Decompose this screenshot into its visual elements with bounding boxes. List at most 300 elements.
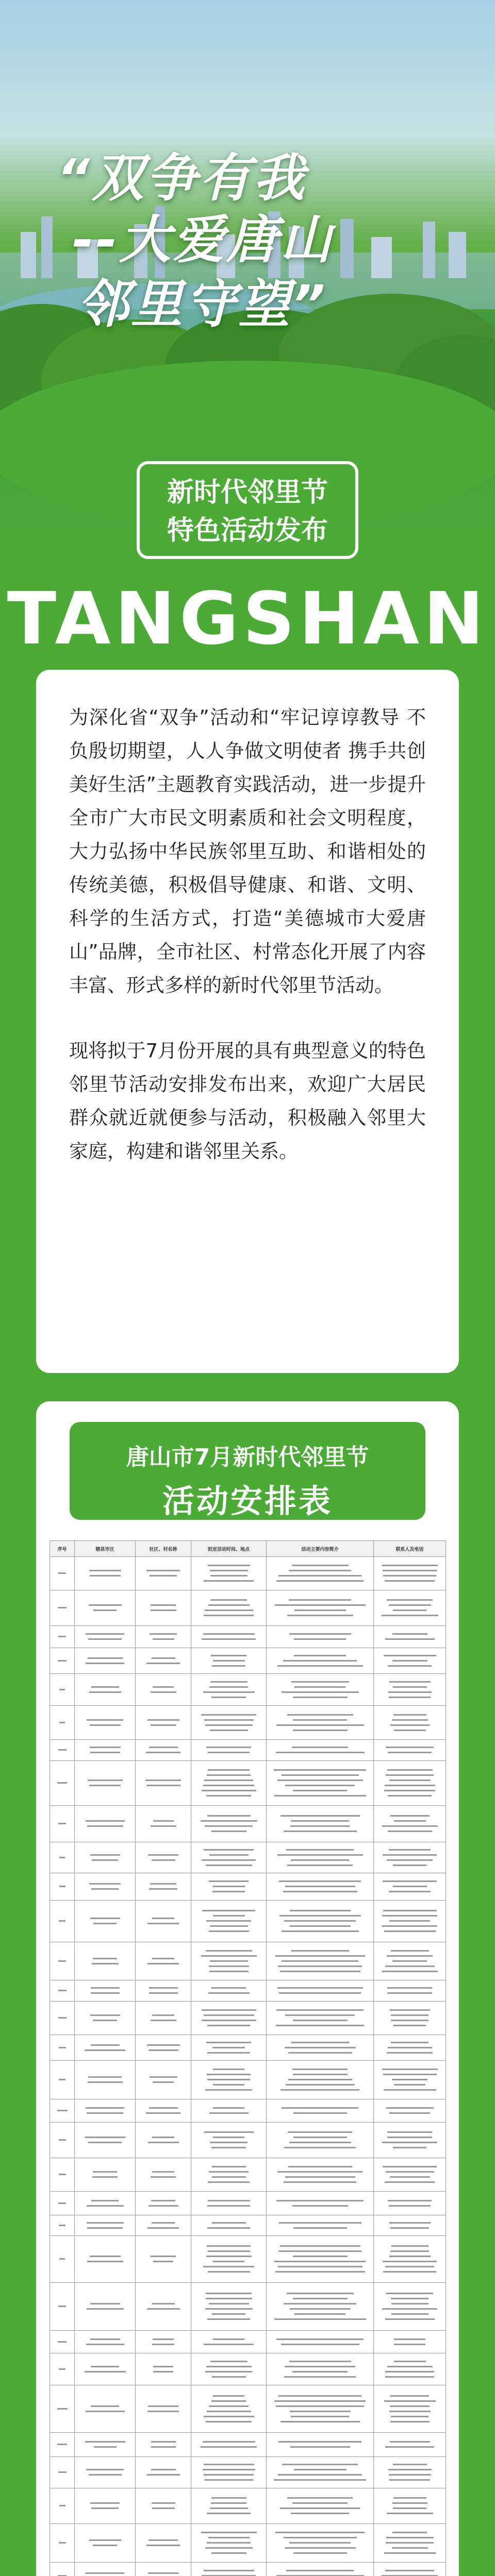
schedule-cell (267, 2488, 374, 2524)
schedule-row (50, 2035, 446, 2061)
schedule-cell (267, 1674, 374, 1706)
text-line-placeholder (393, 1865, 426, 1866)
schedule-cell (75, 2457, 136, 2488)
text-line-placeholder (207, 1774, 251, 1776)
text-line-placeholder (152, 2222, 175, 2224)
text-line-placeholder (282, 2107, 358, 2109)
text-line-placeholder (89, 1570, 121, 1571)
text-line-placeholder (202, 1910, 255, 1911)
text-line-placeholder (207, 2079, 250, 2080)
text-line-placeholder (151, 2256, 176, 2257)
text-line-placeholder (391, 2313, 428, 2315)
text-line-placeholder (151, 1609, 176, 1611)
text-line-placeholder (146, 2545, 180, 2546)
schedule-cell (374, 1740, 446, 1761)
schedule-cell (136, 2158, 191, 2192)
schedule-cell (75, 1761, 136, 1806)
schedule-cell (75, 2158, 136, 2192)
schedule-cell (374, 1942, 446, 1980)
text-line-placeholder (274, 2400, 366, 2402)
text-line-placeholder (274, 1769, 366, 1771)
text-line-placeholder (85, 2371, 126, 2372)
text-line-placeholder (58, 1636, 66, 1637)
text-line-placeholder (385, 2266, 434, 2267)
text-line-placeholder (91, 1686, 119, 1688)
text-line-placeholder (393, 2464, 427, 2465)
text-line-placeholder (204, 2570, 254, 2571)
text-line-placeholder (294, 2469, 346, 2470)
text-line-placeholder (386, 2171, 434, 2173)
schedule-row (50, 1674, 446, 1706)
schedule-cell (50, 1806, 75, 1842)
text-line-placeholder (276, 2338, 364, 2340)
text-line-placeholder (86, 2411, 125, 2412)
text-line-placeholder (278, 1965, 362, 1967)
text-line-placeholder (285, 1785, 355, 1786)
text-line-placeholder (57, 1782, 67, 1784)
text-line-placeholder (285, 2547, 356, 2549)
text-line-placeholder (276, 1752, 365, 1753)
text-line-placeholder (386, 2542, 434, 2544)
schedule-cell (374, 1590, 446, 1626)
schedule-cell (191, 1648, 267, 1674)
text-line-placeholder (385, 2446, 434, 2448)
text-line-placeholder (387, 1987, 432, 1989)
text-line-placeholder (388, 1691, 432, 1693)
text-line-placeholder (93, 2020, 117, 2021)
schedule-cell (136, 1590, 191, 1626)
text-line-placeholder (91, 1888, 119, 1890)
schedule-cell (50, 1590, 75, 1626)
schedule-cell (136, 1873, 191, 1901)
text-line-placeholder (58, 2341, 67, 2343)
text-line-placeholder (388, 1665, 432, 1667)
schedule-cell (191, 2433, 267, 2457)
text-line-placeholder (384, 1655, 436, 1656)
text-line-placeholder (206, 2042, 251, 2043)
text-line-placeholder (90, 2256, 121, 2257)
text-line-placeholder (391, 2014, 428, 2016)
schedule-row (50, 2385, 446, 2433)
intro-paragraph-1: 为深化省“双争”活动和“牢记谆谆教导 不负殷切期望，人人争做文明使者 携手共创美好生活”主题教育实践活动，进一步提升全市广大市民文明素质和社会文明程度，大力弘扬中华民族邻里互助、和谐相处的传统美德，积极倡导健康、和谐、文明、科学的生活方式，打造“美德城市大爱唐山”品牌，全市社区、村常态化开展了内容丰富、形式多样的新时代邻里节活动。 (69, 706, 426, 996)
text-line-placeholder (91, 2405, 119, 2407)
text-line-placeholder (391, 2303, 428, 2304)
text-line-placeholder (275, 2271, 365, 2273)
schedule-cell (267, 2099, 374, 2123)
text-line-placeholder (59, 1689, 65, 1690)
text-line-placeholder (213, 2338, 244, 2340)
text-line-placeholder (286, 1849, 354, 1851)
text-line-placeholder (384, 2552, 436, 2554)
text-line-placeholder (292, 1747, 348, 1748)
schedule-cell (50, 1674, 75, 1706)
text-line-placeholder (89, 2539, 121, 2541)
schedule-cell (267, 2061, 374, 2099)
text-line-placeholder (209, 2112, 249, 2114)
schedule-cell (374, 2158, 446, 2192)
text-line-placeholder (287, 2497, 353, 2499)
schedule-row (50, 2099, 446, 2123)
schedule-cell (50, 2123, 75, 2158)
schedule-cell (75, 1901, 136, 1942)
text-line-placeholder (394, 1820, 426, 1822)
schedule-row (50, 1626, 446, 1648)
text-line-placeholder (292, 2069, 348, 2070)
schedule-row (50, 2524, 446, 2563)
text-line-placeholder (388, 1795, 432, 1797)
text-line-placeholder (59, 2139, 66, 2141)
text-line-placeholder (86, 2572, 124, 2574)
schedule-row (50, 1761, 446, 1806)
hero-banner (0, 0, 495, 536)
text-line-placeholder (277, 1665, 363, 1667)
text-line-placeholder (289, 2142, 351, 2143)
text-line-placeholder (280, 2421, 360, 2422)
text-line-placeholder (59, 2174, 66, 2175)
text-line-placeholder (389, 1780, 431, 1781)
schedule-cell (267, 2236, 374, 2283)
schedule-cell (50, 1648, 75, 1674)
text-line-placeholder (386, 2107, 434, 2109)
text-line-placeholder (91, 1992, 120, 1994)
text-line-placeholder (386, 1774, 434, 1776)
schedule-cell (267, 2123, 374, 2158)
schedule-cell (267, 2457, 374, 2488)
schedule-row (50, 1706, 446, 1740)
text-line-placeholder (207, 2227, 250, 2229)
schedule-cell (191, 1674, 267, 1706)
text-line-placeholder (391, 2042, 428, 2043)
schedule-cell (267, 2385, 374, 2433)
text-line-placeholder (86, 1820, 125, 1822)
schedule-cell (136, 1942, 191, 1980)
text-line-placeholder (153, 2338, 174, 2340)
text-line-placeholder (58, 2471, 67, 2473)
text-line-placeholder (289, 2361, 351, 2362)
text-line-placeholder (59, 2258, 65, 2260)
text-line-placeholder (206, 2366, 252, 2367)
schedule-cell (267, 2563, 374, 2576)
schedule-cell (191, 1706, 267, 1740)
schedule-cell (136, 2524, 191, 2563)
schedule-cell (374, 2215, 446, 2236)
text-line-placeholder (57, 2408, 68, 2410)
text-line-placeholder (203, 1785, 254, 1786)
text-line-placeholder (210, 1960, 248, 1962)
schedule-cell (50, 2061, 75, 2099)
text-line-placeholder (148, 2405, 178, 2407)
schedule-row (50, 2331, 446, 2353)
schedule-cell (374, 2002, 446, 2035)
schedule-title-box (70, 1422, 425, 1520)
text-line-placeholder (279, 2222, 361, 2224)
text-line-placeholder (90, 2338, 120, 2340)
text-line-placeholder (86, 1663, 124, 1664)
text-line-placeholder (146, 1752, 180, 1753)
text-line-placeholder (293, 1697, 348, 1698)
schedule-cell (50, 1942, 75, 1980)
text-line-placeholder (87, 2308, 124, 2310)
text-line-placeholder (382, 1825, 438, 1827)
text-line-placeholder (146, 1570, 180, 1571)
text-line-placeholder (87, 2222, 124, 2224)
text-line-placeholder (58, 1960, 66, 1962)
text-line-placeholder (212, 2176, 246, 2178)
text-line-placeholder (213, 2261, 244, 2262)
text-line-placeholder (148, 2142, 179, 2143)
text-line-placeholder (389, 2479, 430, 2481)
text-line-placeholder (276, 2405, 364, 2407)
text-line-placeholder (392, 1719, 428, 1721)
text-line-placeholder (151, 1825, 176, 1827)
header-district: 辖县市区 (75, 1541, 136, 1557)
text-line-placeholder (390, 2176, 430, 2178)
text-line-placeholder (211, 1987, 246, 1989)
text-line-placeholder (212, 1665, 245, 1667)
schedule-row (50, 2215, 446, 2236)
text-line-placeholder (211, 2502, 246, 2504)
text-line-placeholder (149, 1747, 178, 1748)
text-line-placeholder (204, 1780, 253, 1781)
schedule-cell (75, 1942, 136, 1980)
text-line-placeholder (287, 2293, 354, 2294)
text-line-placeholder (90, 1747, 121, 1748)
text-line-placeholder (59, 2505, 65, 2506)
text-line-placeholder (207, 2513, 251, 2514)
text-line-placeholder (291, 1681, 349, 1683)
text-line-placeholder (389, 2112, 430, 2114)
text-line-placeholder (382, 2308, 437, 2310)
text-line-placeholder (153, 1638, 174, 1640)
schedule-cell (267, 2331, 374, 2353)
text-line-placeholder (209, 1880, 249, 1882)
text-line-placeholder (293, 2020, 348, 2021)
schedule-cell (50, 1761, 75, 1806)
text-line-placeholder (92, 1859, 118, 1861)
text-line-placeholder (208, 2537, 250, 2538)
text-line-placeholder (86, 2469, 124, 2470)
schedule-cell (374, 2192, 446, 2215)
schedule-cell (374, 1557, 446, 1590)
text-line-placeholder (89, 1883, 121, 1885)
text-line-placeholder (90, 2014, 120, 2016)
schedule-cell (75, 1674, 136, 1706)
text-line-placeholder (212, 2222, 246, 2224)
text-line-placeholder (152, 2502, 175, 2504)
text-line-placeholder (284, 2303, 356, 2304)
text-line-placeholder (151, 2446, 176, 2448)
text-line-placeholder (59, 2079, 65, 2080)
text-line-placeholder (290, 1825, 350, 1827)
text-line-placeholder (207, 2074, 251, 2075)
text-line-placeholder (58, 1823, 66, 1824)
text-line-placeholder (387, 1955, 433, 1957)
schedule-cell (191, 1942, 267, 1980)
schedule-cell (50, 2331, 75, 2353)
text-line-placeholder (382, 1915, 437, 1917)
text-line-placeholder (392, 2502, 427, 2504)
schedule-cell (191, 1806, 267, 1842)
schedule-cell (136, 2215, 191, 2236)
schedule-cell (75, 1626, 136, 1648)
schedule-cell (267, 2192, 374, 2215)
schedule-cell (50, 2433, 75, 2457)
text-line-placeholder (282, 1774, 359, 1776)
text-line-placeholder (394, 2361, 426, 2362)
text-line-placeholder (205, 1724, 253, 1726)
text-line-placeholder (205, 2479, 253, 2481)
schedule-cell (75, 2002, 136, 2035)
text-line-placeholder (150, 1633, 177, 1635)
text-line-placeholder (382, 1925, 437, 1927)
text-line-placeholder (213, 2395, 244, 2397)
text-line-placeholder (394, 1730, 426, 1731)
schedule-cell (50, 2524, 75, 2563)
text-line-placeholder (387, 2052, 433, 2054)
schedule-cell (374, 2099, 446, 2123)
text-line-placeholder (207, 2205, 250, 2207)
text-line-placeholder (204, 2131, 254, 2133)
text-line-placeholder (208, 1752, 250, 1753)
schedule-cell (267, 2158, 374, 2192)
text-line-placeholder (202, 2020, 256, 2021)
text-line-placeholder (292, 1565, 349, 1566)
text-line-placeholder (384, 1930, 436, 1932)
text-line-placeholder (212, 1891, 245, 1892)
schedule-cell (136, 1648, 191, 1674)
schedule-row (50, 1942, 446, 1980)
text-line-placeholder (211, 2147, 246, 2148)
text-line-placeholder (210, 2142, 248, 2143)
text-line-placeholder (148, 2205, 178, 2207)
schedule-cell (374, 1674, 446, 1706)
schedule-cell (191, 2215, 267, 2236)
text-line-placeholder (287, 1615, 353, 1616)
schedule-cell (50, 2353, 75, 2385)
schedule-cell (374, 1706, 446, 1740)
text-line-placeholder (59, 1722, 65, 1723)
text-line-placeholder (58, 1749, 67, 1751)
schedule-row (50, 1740, 446, 1761)
text-line-placeholder (274, 2479, 366, 2481)
text-line-placeholder (58, 1660, 67, 1662)
text-line-placeholder (289, 1570, 351, 1571)
text-line-placeholder (151, 2200, 175, 2201)
schedule-cell (136, 2283, 191, 2331)
text-line-placeholder (207, 2318, 250, 2320)
text-line-placeholder (59, 2542, 66, 2544)
text-line-placeholder (387, 1859, 433, 1861)
schedule-cell (50, 2002, 75, 2035)
text-line-placeholder (280, 2245, 360, 2247)
text-line-placeholder (390, 2405, 430, 2407)
text-line-placeholder (152, 1859, 175, 1861)
schedule-cell (374, 2123, 446, 2158)
text-line-placeholder (210, 2507, 248, 2509)
text-line-placeholder (202, 1790, 256, 1791)
text-line-placeholder (211, 2497, 246, 2499)
schedule-cell (191, 2457, 267, 2488)
text-line-placeholder (290, 2308, 351, 2310)
schedule-cell (191, 1873, 267, 1901)
text-line-placeholder (278, 2266, 362, 2267)
schedule-cell (191, 2061, 267, 2099)
schedule-row (50, 2002, 446, 2035)
schedule-cell (191, 1842, 267, 1873)
schedule-cell (191, 1626, 267, 1648)
text-line-placeholder (390, 2009, 430, 2011)
schedule-cell (374, 2061, 446, 2099)
schedule-cell (75, 2331, 136, 2353)
schedule-cell (191, 1980, 267, 2002)
text-line-placeholder (85, 2441, 125, 2443)
schedule-cell (136, 1806, 191, 1842)
text-line-placeholder (389, 1849, 431, 1851)
text-line-placeholder (58, 2306, 66, 2307)
text-line-placeholder (293, 2227, 347, 2229)
schedule-cell (136, 2002, 191, 2035)
text-line-placeholder (291, 1950, 349, 1952)
schedule-cell (191, 2353, 267, 2385)
text-line-placeholder (91, 2366, 119, 2367)
text-line-placeholder (277, 1780, 363, 1781)
schedule-cell (374, 1648, 446, 1674)
text-line-placeholder (388, 1831, 432, 1832)
text-line-placeholder (58, 2202, 66, 2204)
text-line-placeholder (205, 2547, 253, 2549)
schedule-cell (136, 1706, 191, 1740)
text-line-placeholder (390, 2250, 429, 2252)
text-line-placeholder (293, 2137, 347, 2138)
text-line-placeholder (276, 2200, 364, 2201)
text-line-placeholder (151, 2469, 176, 2470)
schedule-cell (191, 2123, 267, 2158)
schedule-cell (50, 2035, 75, 2061)
text-line-placeholder (88, 1638, 122, 1640)
schedule-cell (136, 2099, 191, 2123)
text-line-placeholder (212, 2047, 245, 2048)
text-line-placeholder (293, 1730, 348, 1731)
text-line-placeholder (385, 1965, 435, 1967)
text-line-placeholder (208, 2250, 250, 2252)
schedule-cell (136, 2457, 191, 2488)
schedule-cell (191, 2524, 267, 2563)
text-line-placeholder (93, 1958, 117, 1959)
schedule-cell (50, 1626, 75, 1648)
text-line-placeholder (290, 2446, 350, 2448)
text-line-placeholder (387, 1769, 433, 1771)
text-line-placeholder (387, 2137, 432, 2138)
schedule-row (50, 2061, 446, 2099)
schedule-row (50, 1806, 446, 1842)
text-line-placeholder (389, 2205, 431, 2207)
text-line-placeholder (213, 2137, 244, 2138)
text-line-placeholder (285, 2047, 356, 2048)
text-line-placeholder (283, 1891, 357, 1892)
text-line-placeholder (387, 2513, 433, 2514)
schedule-rows (50, 1557, 446, 2576)
text-line-placeholder (148, 2572, 178, 2574)
schedule-cell (191, 2035, 267, 2061)
schedule-cell (374, 2433, 446, 2457)
text-line-placeholder (213, 2084, 244, 2086)
text-line-placeholder (208, 1604, 250, 1606)
text-line-placeholder (291, 2416, 349, 2417)
text-line-placeholder (293, 2298, 348, 2299)
header-community: 社区、村名称 (136, 1541, 191, 1557)
text-line-placeholder (294, 1655, 346, 1656)
text-line-placeholder (202, 2009, 256, 2011)
